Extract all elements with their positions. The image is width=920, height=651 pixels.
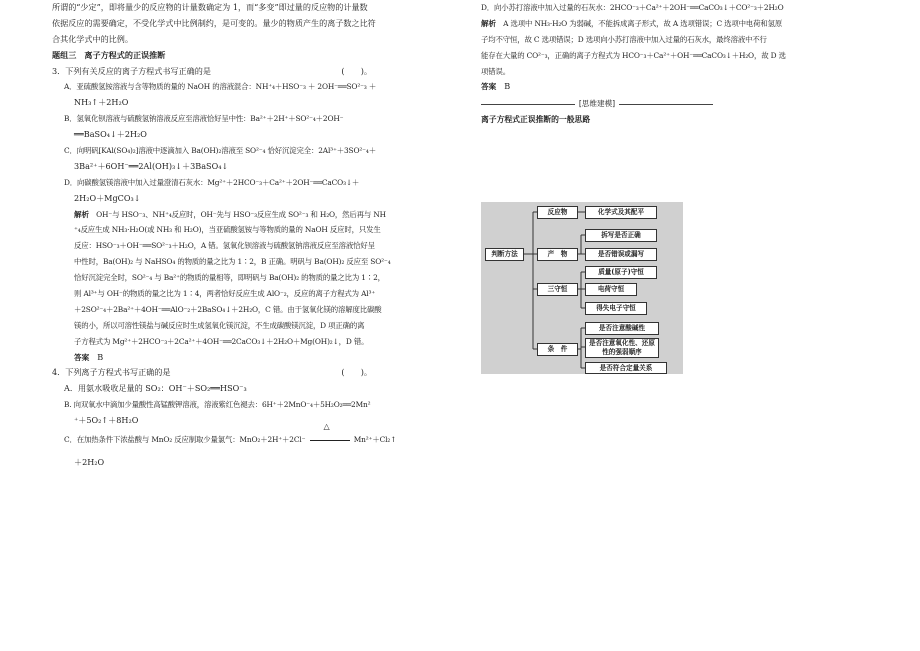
q4-stem-row [52,365,458,381]
q4-option-b: B. 向双氧水中滴加少量酸性高锰酸钾溶液，溶液紫红色褪去：6H⁺＋2MnO⁻₄＋5H₂O₂══2Mn² [64,400,371,410]
q3-option-a: A．亚硫酸氢铵溶液与含等物质的量的 NaOH 的溶液混合：NH⁺₄＋HSO⁻₃ ＋ 2OH⁻══SO²⁻₃ ＋ [64,82,377,92]
diagram-root: 判断方法 [485,248,524,261]
q3-answer [52,350,458,366]
q3-analysis-line [52,207,458,223]
analysis-text: A 选项中 NH₃·H₂O 为弱碱，不能拆成离子形式，故 A 选项错误；C 选项中电荷和氢原 [503,18,783,28]
q3-analysis-line: 镁的小，所以可溶性镁盐与碱反应时生成氢氧化镁沉淀，不生成碳酸镁沉淀，D 项正确的离 [74,320,365,330]
q4-answer [481,79,867,95]
item-wrong-or-missing: 是否错误或漏写 [585,248,657,261]
model-banner [481,96,713,112]
branch-product: 产 物 [537,248,578,261]
branch-reactant: 反应物 [537,206,578,219]
answer-label: 答案 [481,82,497,92]
q4-option-b-cont: ⁺＋5O₂↑＋8H₂O [74,415,139,426]
item-splitting-correct: 拆写是否正确 [585,229,657,242]
answer-value: B [97,351,104,362]
q3-analysis-line: ＋2SO²⁻₄＋2Ba²⁺＋4OH⁻══AlO⁻₂＋2BaSO₄↓＋2H₂O，C 错。由于氢氧化镁的溶解度比碳酸 [74,304,382,314]
item-charge-conservation: 电荷守恒 [585,283,637,296]
q3-option-c: C．向明矾[KAl(SO₄)₂]溶液中逐滴加入 Ba(OH)₂溶液至 SO²⁻₄ 恰好沉淀完全：2Al³⁺＋3SO²⁻₄＋ [64,146,376,156]
group-heading: 题组三 离子方程式的正误推断 [52,49,166,60]
q4-option-a: A．用氨水吸收足量的 SO₂：OH⁻＋SO₂══HSO⁻₃ [64,383,247,394]
q3-stem: 3．下列有关反应的离子方程式书写正确的是 [52,65,211,76]
diagram-title: 离子方程式正误推断的一般思路 [481,115,591,125]
q3-option-d-cont: 2H₂O＋MgCO₃↓ [74,192,141,203]
item-mass-conservation: 质量(原子)守恒 [585,266,657,279]
q3-analysis-line: ⁺₄反应生成 NH₃·H₂O(或 NH₃ 和 H₂O)，当亚硫酸氢铵与等物质的量的 NaOH 反应时，只发生 [74,225,381,235]
left-column [52,0,458,471]
q3-analysis-line: 则 Al³⁺与 OH⁻的物质的量之比为 1∶4，两者恰好反应生成 AlO⁻₂，反应的离子方程式为 Al³⁺ [74,289,376,299]
heat-arrow [308,422,352,446]
q3-option-c-cont: 3Ba²⁺＋6OH⁻══2Al(OH)₃↓＋3BaSO₄↓ [74,160,229,171]
q3-stem-row [52,64,458,80]
analysis-label: 解析 [481,18,496,28]
q3-option-b-cont: ══BaSO₄↓＋2H₂O [74,129,147,140]
item-acidity: 是否注意酸碱性 [585,322,659,335]
q4-option-c-product: Mn²⁺＋Cl₂↑ [353,435,397,445]
q4-analysis-line: 子均不守恒，故 C 选项错误；D 选项向小苏打溶液中加入过量的石灰水，最终溶液中不行 [481,34,767,44]
item-formula-balance: 化学式及其配平 [585,206,657,219]
q3-option-d: D．向碳酸氢镁溶液中加入过量澄清石灰水：Mg²⁺＋2HCO⁻₃＋Ca²⁺＋2OH⁻══CaCO₃↓＋ [64,177,360,187]
q4-option-c-text: C．在加热条件下浓盐酸与 MnO₂ 反应制取少量氯气：MnO₂＋2H⁺＋2Cl⁻ [64,435,306,445]
banner-text: [思维建模] [578,99,616,109]
q3-analysis-line: 恰好沉淀完全时，SO²⁻₄ 与 Ba²⁺的物质的量相等，即明矾与 Ba(OH)₂ 的物质的量之比为 1∶2， [74,273,385,283]
q3-analysis-line: 反应：HSO⁻₃＋OH⁻══SO²⁻₃＋H₂O，A 错。氢氧化钡溶液与硫酸氢钠溶液反应至溶液恰好呈 [74,241,375,251]
judgment-method-diagram [481,202,683,374]
q3-option-a-cont: NH₃↑＋2H₂O [74,97,129,108]
intro-line: 所谓的“少定”，即将量少的反应物的计量数确定为 1，而“多变”即过量的反应物的计量数 [52,2,368,12]
q3-option-b: B．氢氧化钡溶液与硫酸氢钠溶液反应至溶液恰好呈中性：Ba²⁺＋2H⁺＋SO²⁻₄＋2OH⁻ [64,114,344,124]
q3-analysis-line: 中性时，Ba(OH)₂ 与 NaHSO₄ 的物质的量之比为 1∶2，B 正确。明矾与 Ba(OH)₂ 反应至 SO²⁻₄ [74,257,391,267]
banner-rule-left [481,104,575,105]
q4-option-c-cont: ＋2H₂O [74,457,105,468]
q3-analysis-line: 子方程式为 Mg²⁺＋2HCO⁻₃＋2Ca²⁺＋4OH⁻══2CaCO₃↓＋2H₂O＋Mg(OH)₂↓，D 错。 [74,336,369,346]
intro-line: 依据反应的需要确定，不受化学式中比例制约，是可变的。量少的物质产生的离子数之比符 [52,17,376,28]
branch-conservation: 三守恒 [537,283,578,296]
q4-option-d: D．向小苏打溶液中加入过量的石灰水：2HCO⁻₃＋Ca²⁺＋2OH⁻══CaCO₃↓＋CO²⁻₃＋2H₂O [481,3,784,12]
intro-line: 合其化学式中的比例。 [52,33,133,44]
item-electron-conservation: 得失电子守恒 [585,302,647,315]
q4-analysis-line [481,16,867,32]
q4-analysis-line: 项错误。 [481,66,510,76]
answer-label: 答案 [74,352,90,362]
item-quantitative: 是否符合定量关系 [585,362,667,374]
q3-blank: ( )。 [341,65,372,76]
banner-rule-right [619,104,713,105]
right-column [481,0,867,128]
q4-blank: ( )。 [341,367,372,378]
heat-condition: △ [323,422,330,432]
item-redox-order: 是否注意氧化性、还原性的强弱顺序 [585,338,659,358]
q4-analysis-line: 能存在大量的 CO²⁻₃，正确的离子方程式为 HCO⁻₃＋Ca²⁺＋OH⁻══CaCO₃↓＋H₂O，故 D 选 [481,50,786,60]
analysis-label: 解析 [74,209,89,219]
answer-value: B [504,81,511,92]
analysis-text: OH⁻与 HSO⁻₃、NH⁺₄反应时，OH⁻先与 HSO⁻₃反应生成 SO²⁻₃ 和 H₂O，然后再与 NH [96,209,386,219]
branch-conditions: 条 件 [537,343,578,356]
q4-option-c [52,422,458,449]
q4-stem: 4．下列离子方程式书写正确的是 [52,367,171,378]
